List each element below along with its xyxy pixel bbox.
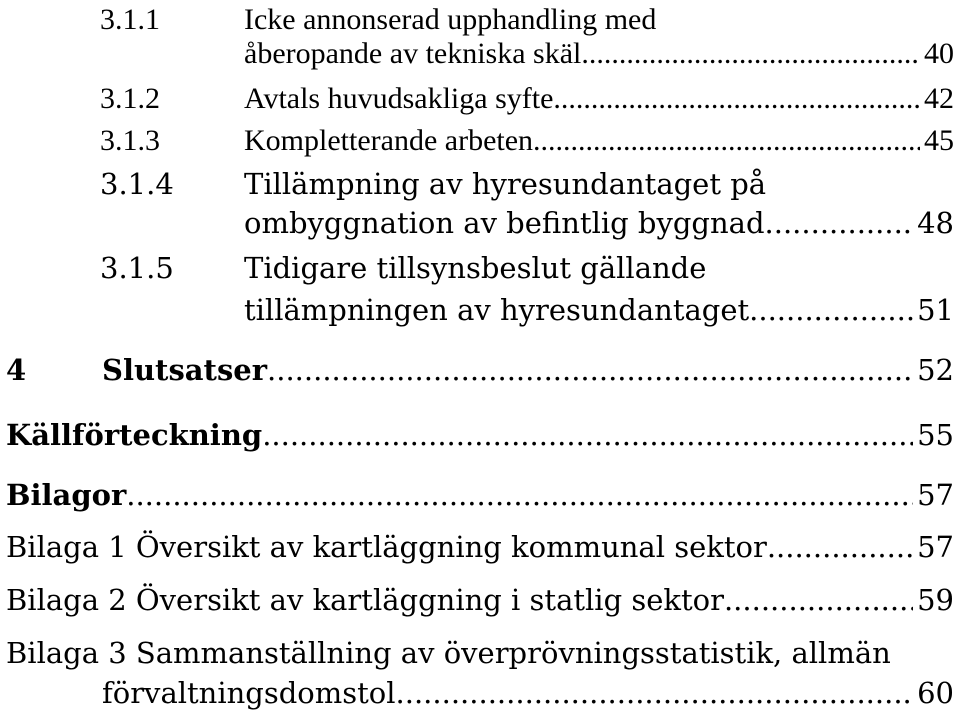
toc-page-number: 52 — [917, 353, 954, 387]
toc-leader-dots — [724, 580, 913, 620]
toc-title: Tillämpning av hyresundantaget på — [244, 167, 767, 201]
toc-leader-dots — [396, 673, 914, 713]
toc-number: 3.1.2 — [100, 82, 160, 115]
toc-entry-kallforteckning[interactable] — [0, 415, 960, 455]
toc-number: 4 — [6, 353, 27, 387]
toc-page-number: 51 — [917, 293, 954, 327]
toc-title: Bilaga 1 Översikt av kartläggning kommunal sektor — [6, 530, 767, 564]
toc-leader-dots — [126, 475, 913, 515]
toc-title: åberopande av tekniska skäl — [244, 37, 582, 70]
toc-page-number: 45 — [924, 124, 954, 157]
toc-title: tillämpningen av hyresundantaget — [244, 293, 750, 327]
toc-entry-bilaga-2[interactable] — [0, 580, 960, 620]
toc-page-number: 57 — [917, 530, 954, 564]
toc-title: Bilagor — [6, 478, 127, 512]
toc-title: Bilaga 2 Översikt av kartläggning i statlig sektor — [6, 583, 724, 617]
toc-title: ombyggnation av befintlig byggnad — [244, 206, 765, 240]
toc-number: 3.1.3 — [100, 124, 160, 157]
toc-title: Kompletterande arbeten — [244, 124, 534, 157]
toc-page-number: 42 — [924, 82, 954, 115]
toc-page-number: 40 — [924, 37, 954, 70]
toc-page-number: 48 — [917, 206, 954, 240]
toc-page-number: 60 — [917, 676, 954, 710]
toc-leader-dots — [262, 415, 913, 455]
toc-leader-dots — [581, 34, 920, 74]
toc-entry-3-1-3[interactable] — [0, 121, 960, 161]
toc-title: Icke annonserad upphandling med — [244, 3, 657, 36]
toc-page-number: 59 — [917, 583, 954, 617]
toc-entry-3-1-2[interactable] — [0, 79, 960, 119]
toc-title: Avtals huvudsakliga syfte — [244, 82, 554, 115]
toc-entry-3-1-5[interactable] — [0, 248, 960, 288]
toc-entry-bilaga-1[interactable] — [0, 527, 960, 567]
toc-entry-3-1-4-cont[interactable] — [0, 203, 960, 243]
toc-title: Bilaga 3 Sammanställning av överprövningsstatistik, allmän — [6, 636, 891, 670]
toc-entry-3-1-4[interactable] — [0, 164, 960, 204]
toc-entry-3-1-5-cont[interactable] — [0, 290, 960, 330]
toc-leader-dots — [749, 290, 913, 330]
toc-title: förvaltningsdomstol — [102, 676, 396, 710]
toc-title: Tidigare tillsynsbeslut gällande — [244, 251, 707, 285]
toc-leader-dots — [765, 203, 914, 243]
toc-leader-dots — [553, 79, 920, 119]
toc-entry-bilagor[interactable] — [0, 475, 960, 515]
toc-number: 3.1.5 — [100, 251, 174, 285]
toc-page-number: 55 — [917, 418, 954, 452]
toc-title: Slutsatser — [102, 353, 268, 387]
toc-leader-dots — [267, 350, 913, 390]
toc-entry-bilaga-3[interactable] — [0, 633, 960, 673]
toc-leader-dots — [533, 121, 920, 161]
toc-number: 3.1.1 — [100, 3, 160, 36]
toc-entry-3-1-1-cont[interactable] — [0, 34, 960, 74]
toc-leader-dots — [767, 527, 913, 567]
toc-title: Källförteckning — [6, 418, 263, 452]
toc-number: 3.1.4 — [100, 167, 174, 201]
toc-page-number: 57 — [917, 478, 954, 512]
toc-entry-bilaga-3-cont[interactable] — [0, 673, 960, 713]
toc-entry-4[interactable] — [0, 350, 960, 390]
